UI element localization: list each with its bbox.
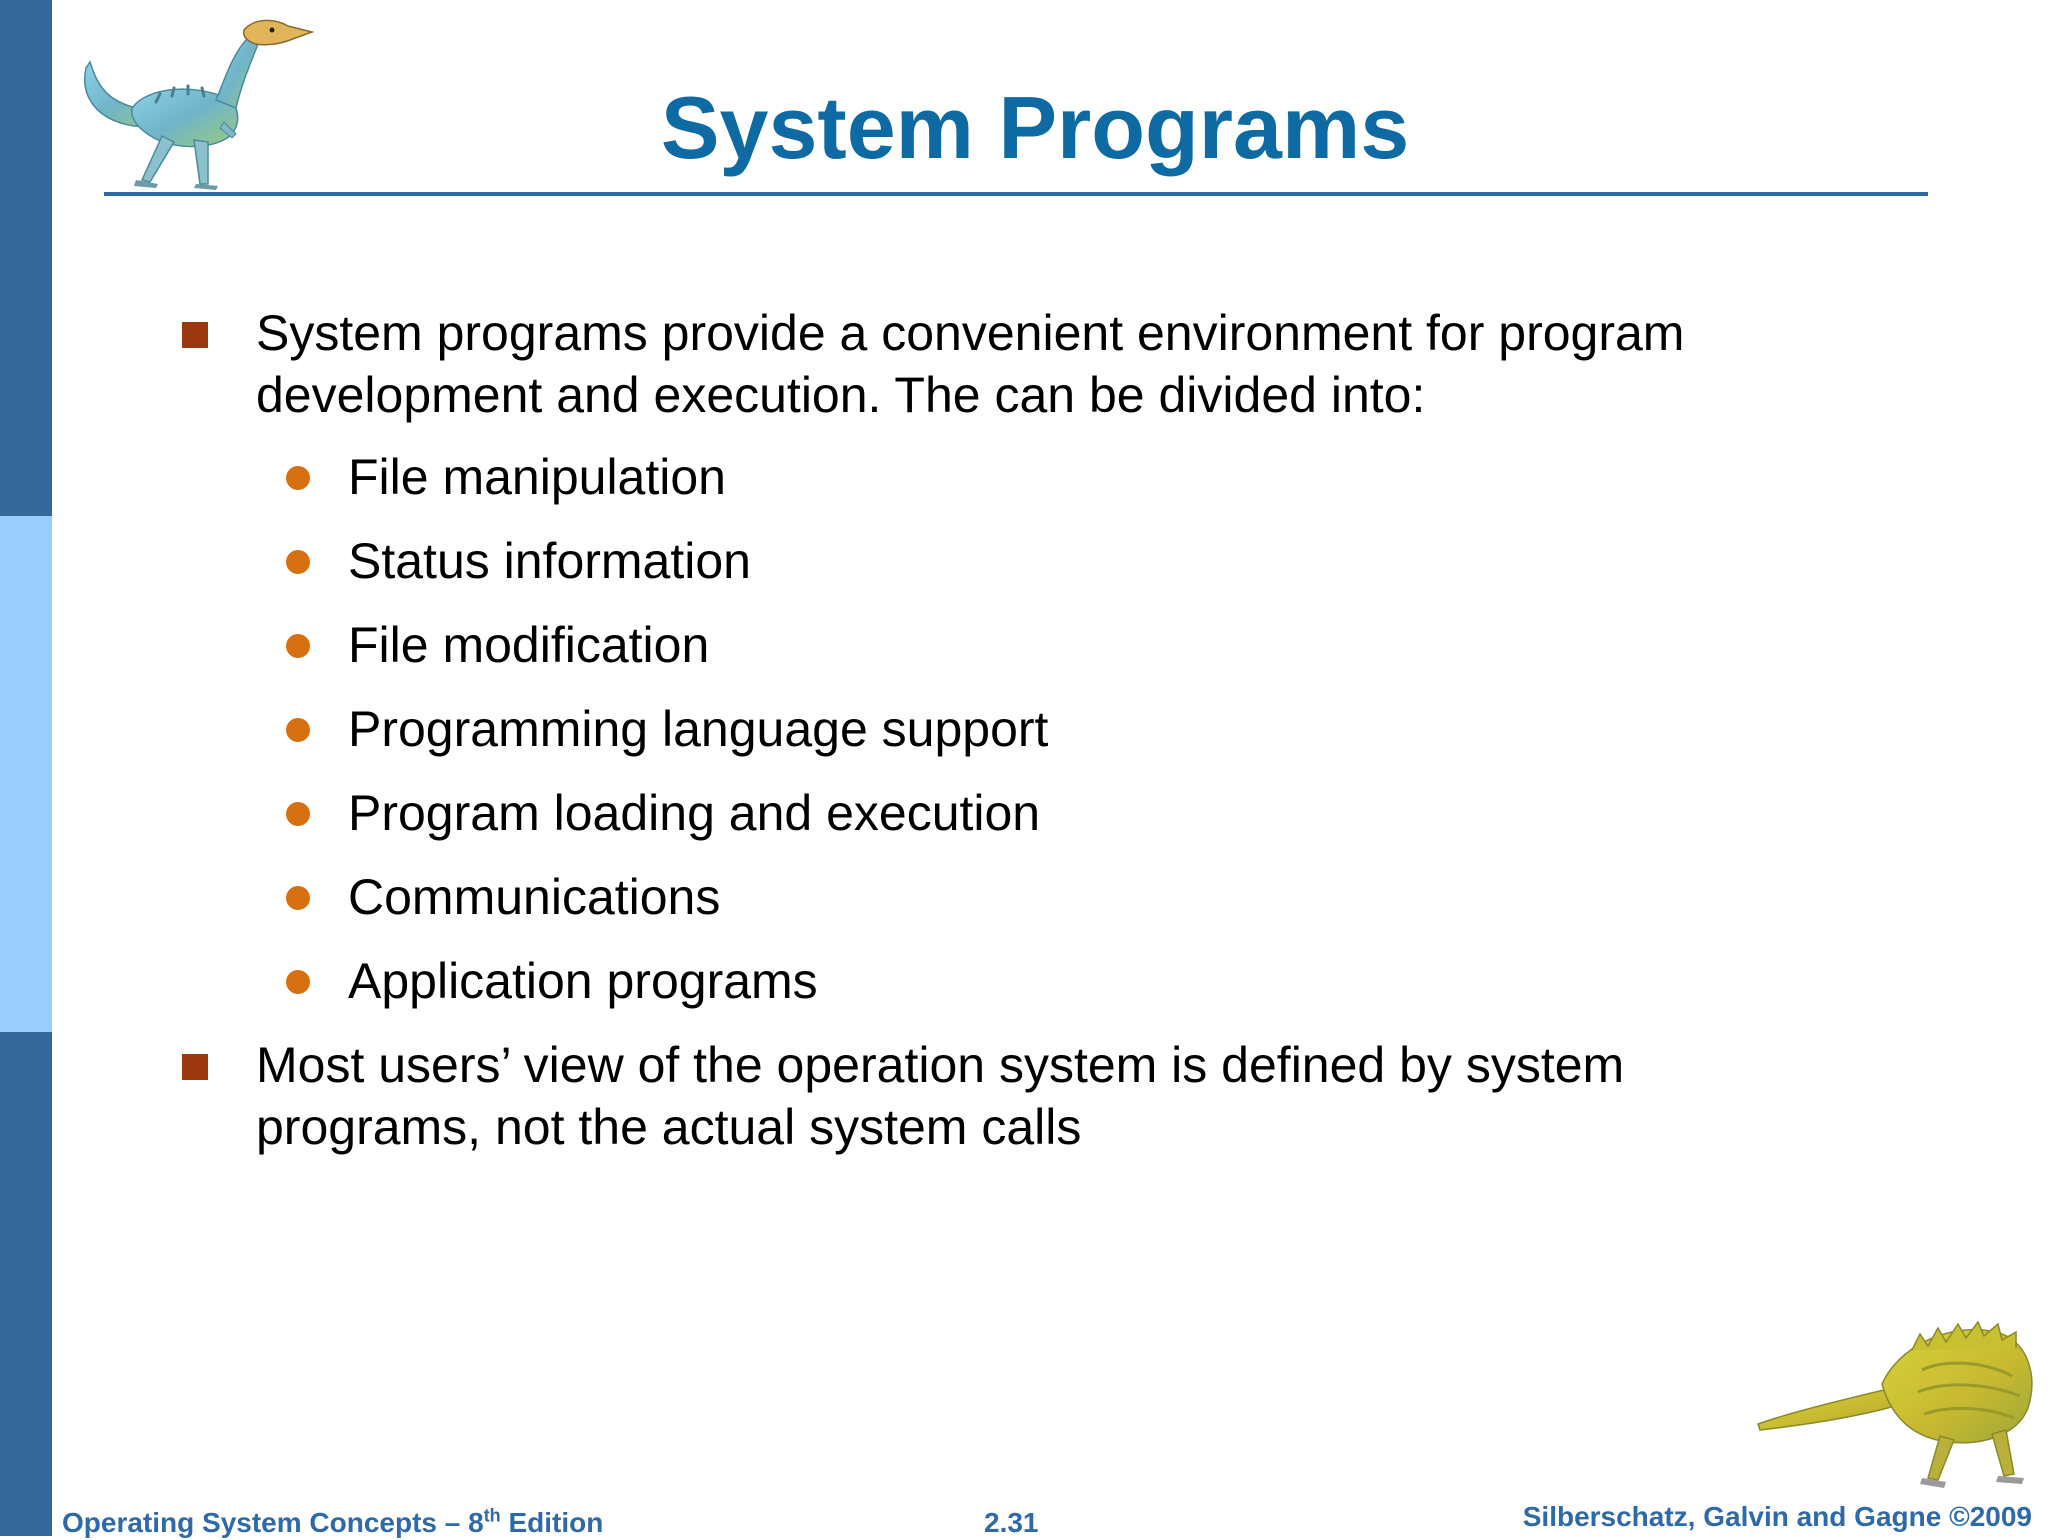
bullet-item <box>256 302 1816 426</box>
page-title: System Programs <box>660 78 1410 177</box>
round-bullet-icon <box>286 970 310 994</box>
round-bullet-icon <box>286 466 310 490</box>
round-bullet-icon <box>286 550 310 574</box>
sub-bullet-item <box>348 698 1748 760</box>
sub-bullet-item <box>348 866 1748 928</box>
footer-book-title <box>62 1506 603 1540</box>
round-bullet-icon <box>286 802 310 826</box>
sub-bullet-item <box>348 950 1748 1012</box>
footer-book-title-sup: th <box>483 1505 501 1526</box>
sidebar-segment-bottom <box>0 1032 52 1536</box>
title-divider <box>104 192 1928 196</box>
sub-bullet-item <box>348 446 1748 508</box>
sidebar-stripe <box>0 0 52 1536</box>
round-bullet-icon <box>286 634 310 658</box>
bullet-line: Most users’ view of the operation system is defined by system <box>256 1037 1625 1093</box>
sub-bullet-text: File manipulation <box>348 449 726 505</box>
dinosaur-bottom-right-icon <box>1752 1300 2042 1492</box>
round-bullet-icon <box>286 718 310 742</box>
square-bullet-icon <box>182 1054 208 1080</box>
sub-bullet-text: Application programs <box>348 953 818 1009</box>
sub-bullet-text: Programming language support <box>348 701 1049 757</box>
sub-bullet-item <box>348 530 1748 592</box>
sub-bullet-text: Status information <box>348 533 751 589</box>
bullet-line: System programs provide a convenient environment for program <box>256 305 1685 361</box>
sub-bullet-item <box>348 782 1748 844</box>
square-bullet-icon <box>182 322 208 348</box>
round-bullet-icon <box>286 886 310 910</box>
footer-book-title-prefix: Operating System Concepts – 8 <box>62 1507 484 1538</box>
bullet-line: programs, not the actual system calls <box>256 1099 1082 1155</box>
dinosaur-top-left-icon <box>76 16 316 192</box>
footer-authors: Silberschatz, Galvin and Gagne ©2009 <box>1522 1501 2032 1532</box>
bullet-item <box>256 1034 1816 1158</box>
bullet-line: development and execution. The can be divided into: <box>256 367 1426 423</box>
footer-page-number: 2.31 <box>984 1507 1039 1538</box>
sidebar-segment-top <box>0 0 52 516</box>
footer-book-title-suffix: Edition <box>500 1507 604 1538</box>
sidebar-segment-middle <box>0 516 52 1032</box>
sub-bullet-item <box>348 614 1748 676</box>
sub-bullet-text: Program loading and execution <box>348 785 1041 841</box>
sub-bullet-text: Communications <box>348 869 721 925</box>
sub-bullet-text: File modification <box>348 617 710 673</box>
